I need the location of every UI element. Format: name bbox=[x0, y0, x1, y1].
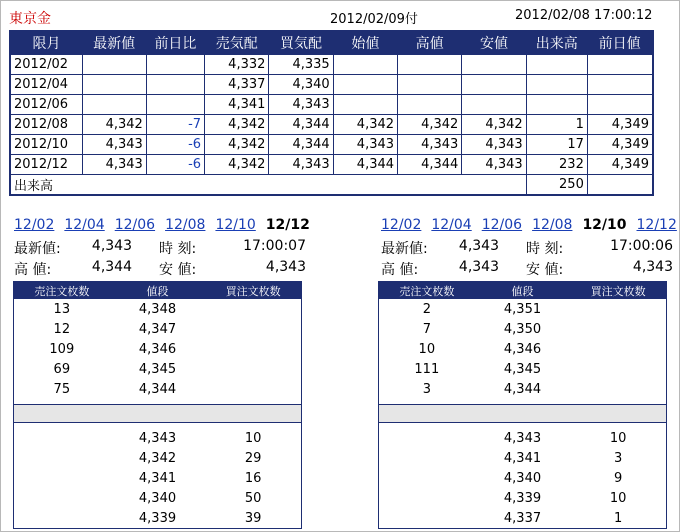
table-cell: 4,335 bbox=[269, 55, 333, 75]
ask-row bbox=[14, 299, 302, 319]
ask-quantity: 10 bbox=[418, 341, 436, 357]
table-cell bbox=[146, 95, 204, 115]
table-cell bbox=[587, 95, 653, 115]
table-cell: 4,343 bbox=[398, 135, 462, 155]
bid-row bbox=[379, 488, 667, 508]
table-cell: 4,340 bbox=[269, 75, 333, 95]
trade-date: 2012/02/09付 bbox=[330, 12, 418, 27]
bid-quantity: 10 bbox=[609, 490, 627, 506]
table-cell: 4,349 bbox=[587, 115, 653, 135]
ask-empty bbox=[205, 299, 301, 319]
contract-tab-link[interactable]: 12/02 bbox=[381, 217, 422, 233]
summary-time: 17:00:07 bbox=[243, 238, 306, 254]
table-cell: 4,344 bbox=[269, 135, 333, 155]
table-cell: 4,344 bbox=[333, 155, 397, 175]
table-cell: 4,343 bbox=[462, 155, 526, 175]
ask-empty bbox=[205, 339, 301, 359]
bid-quantity: 39 bbox=[244, 510, 262, 526]
table-cell: 4,341 bbox=[205, 95, 269, 115]
bid-price: 4,339 bbox=[503, 490, 542, 506]
bid-row bbox=[14, 428, 302, 448]
table-cell: 2012/10 bbox=[10, 135, 82, 155]
contract-tab-link[interactable]: 12/12 bbox=[636, 217, 677, 233]
quote-table-header bbox=[10, 31, 653, 55]
ask-quantity: 13 bbox=[53, 301, 71, 317]
table-row bbox=[10, 55, 653, 75]
table-cell bbox=[82, 55, 146, 75]
ask-row bbox=[379, 299, 667, 319]
ask-price: 4,345 bbox=[138, 361, 177, 377]
contract-tab-link[interactable]: 12/10 bbox=[215, 217, 256, 233]
table-cell: 1 bbox=[526, 115, 587, 135]
ask-row bbox=[379, 379, 667, 399]
table-cell bbox=[462, 75, 526, 95]
table-cell: -7 bbox=[146, 115, 204, 135]
ask-empty bbox=[570, 359, 666, 379]
page-title: 東京金 bbox=[9, 11, 51, 27]
summary-low: 4,343 bbox=[265, 259, 306, 275]
ask-quantity: 75 bbox=[53, 381, 71, 397]
bid-quantity: 1 bbox=[614, 510, 623, 526]
ask-quantity: 3 bbox=[422, 381, 431, 397]
ask-price: 4,347 bbox=[138, 321, 177, 337]
bid-row bbox=[14, 508, 302, 529]
bid-row bbox=[379, 428, 667, 448]
table-row bbox=[10, 155, 653, 175]
table-cell bbox=[526, 55, 587, 75]
table-cell: 4,343 bbox=[269, 155, 333, 175]
ask-quantity: 109 bbox=[49, 341, 75, 357]
volume-row bbox=[10, 175, 653, 196]
contract-tabs-left bbox=[14, 217, 310, 233]
summary-high: 4,344 bbox=[91, 259, 132, 275]
timestamp: 2012/02/08 17:00:12 bbox=[515, 8, 653, 23]
bid-empty bbox=[379, 508, 475, 529]
ask-quantity: 12 bbox=[53, 321, 71, 337]
contract-tab-current: 12/10 bbox=[582, 217, 627, 233]
summary-left bbox=[14, 238, 306, 280]
ask-row bbox=[379, 359, 667, 379]
ask-quantity: 111 bbox=[414, 361, 440, 377]
table-cell: 2012/02 bbox=[10, 55, 82, 75]
table-cell bbox=[398, 75, 462, 95]
col-header: 限月 bbox=[10, 31, 82, 55]
bid-quantity: 10 bbox=[244, 430, 262, 446]
bid-quantity: 29 bbox=[244, 450, 262, 466]
table-cell: 4,344 bbox=[398, 155, 462, 175]
table-cell bbox=[333, 75, 397, 95]
contract-tabs-right bbox=[381, 217, 677, 233]
order-book-header bbox=[14, 282, 302, 300]
contract-tab-link[interactable]: 12/04 bbox=[64, 217, 105, 233]
bid-row bbox=[14, 448, 302, 468]
table-cell bbox=[82, 75, 146, 95]
volume-label: 出来高 bbox=[10, 175, 526, 196]
bid-empty bbox=[14, 508, 110, 529]
summary-row bbox=[14, 238, 306, 259]
summary-latest: 4,343 bbox=[91, 238, 132, 254]
summary-high: 4,343 bbox=[458, 259, 499, 275]
table-cell: 2012/12 bbox=[10, 155, 82, 175]
table-cell: 232 bbox=[526, 155, 587, 175]
bid-row bbox=[14, 468, 302, 488]
order-book-col-header: 買注文枚数 bbox=[570, 282, 666, 300]
summary-time: 17:00:06 bbox=[610, 238, 673, 254]
ask-empty bbox=[570, 379, 666, 399]
bid-quantity: 10 bbox=[609, 430, 627, 446]
table-cell bbox=[526, 95, 587, 115]
bid-empty bbox=[379, 448, 475, 468]
summary-low-label: 安 値: bbox=[159, 262, 197, 278]
summary-row bbox=[381, 238, 673, 259]
col-header: 始値 bbox=[333, 31, 397, 55]
bid-empty bbox=[379, 468, 475, 488]
table-cell: 4,349 bbox=[587, 135, 653, 155]
table-cell bbox=[462, 95, 526, 115]
table-cell: 2012/04 bbox=[10, 75, 82, 95]
table-cell bbox=[587, 75, 653, 95]
contract-tab-link[interactable]: 12/04 bbox=[431, 217, 472, 233]
order-book-col-header: 値段 bbox=[110, 282, 206, 300]
table-cell bbox=[333, 55, 397, 75]
contract-tab-link[interactable]: 12/08 bbox=[532, 217, 573, 233]
spread-divider-cell bbox=[14, 405, 302, 423]
bid-empty bbox=[14, 468, 110, 488]
table-cell: 4,342 bbox=[205, 155, 269, 175]
order-book-col-header: 売注文枚数 bbox=[379, 282, 475, 300]
ask-empty bbox=[205, 359, 301, 379]
bid-empty bbox=[14, 448, 110, 468]
summary-latest-label: 最新値: bbox=[14, 241, 61, 257]
order-book-left bbox=[13, 281, 302, 529]
table-cell: 4,343 bbox=[82, 135, 146, 155]
col-header: 高値 bbox=[398, 31, 462, 55]
table-cell: 4,343 bbox=[82, 155, 146, 175]
bid-quantity: 50 bbox=[244, 490, 262, 506]
ask-empty bbox=[205, 319, 301, 339]
contract-tab-current: 12/12 bbox=[265, 217, 310, 233]
table-row bbox=[10, 135, 653, 155]
ask-row bbox=[379, 319, 667, 339]
ask-empty bbox=[570, 299, 666, 319]
table-row bbox=[10, 115, 653, 135]
bid-quantity: 16 bbox=[244, 470, 262, 486]
ask-empty bbox=[205, 379, 301, 399]
table-cell: 2012/06 bbox=[10, 95, 82, 115]
ask-row bbox=[14, 359, 302, 379]
table-cell: 4,343 bbox=[333, 135, 397, 155]
bid-price: 4,341 bbox=[138, 470, 177, 486]
table-cell: 4,343 bbox=[462, 135, 526, 155]
order-book-col-header: 値段 bbox=[475, 282, 571, 300]
ask-row bbox=[379, 339, 667, 359]
table-cell bbox=[333, 95, 397, 115]
table-cell: 4,342 bbox=[205, 115, 269, 135]
ask-price: 4,348 bbox=[138, 301, 177, 317]
table-cell: 4,342 bbox=[333, 115, 397, 135]
order-book-header bbox=[379, 282, 667, 300]
bid-price: 4,343 bbox=[503, 430, 542, 446]
col-header: 売気配 bbox=[205, 31, 269, 55]
bid-quantity: 9 bbox=[614, 470, 623, 486]
bid-empty bbox=[14, 488, 110, 508]
spread-divider bbox=[14, 405, 302, 423]
col-header: 最新値 bbox=[82, 31, 146, 55]
contract-tab-link[interactable]: 12/06 bbox=[114, 217, 156, 233]
bid-price: 4,341 bbox=[503, 450, 542, 466]
table-cell: 4,342 bbox=[82, 115, 146, 135]
col-header: 買気配 bbox=[269, 31, 333, 55]
summary-row bbox=[381, 259, 673, 280]
bid-row bbox=[379, 468, 667, 488]
ask-price: 4,345 bbox=[503, 361, 542, 377]
table-cell bbox=[462, 55, 526, 75]
table-cell: 4,349 bbox=[587, 155, 653, 175]
table-cell: -6 bbox=[146, 135, 204, 155]
ask-row bbox=[14, 319, 302, 339]
table-cell bbox=[526, 75, 587, 95]
bid-price: 4,340 bbox=[138, 490, 177, 506]
ask-price: 4,346 bbox=[138, 341, 177, 357]
bid-quantity: 3 bbox=[614, 450, 623, 466]
ask-quantity: 69 bbox=[53, 361, 71, 377]
spread-divider-cell bbox=[379, 405, 667, 423]
bid-empty bbox=[14, 428, 110, 448]
bid-price: 4,342 bbox=[138, 450, 177, 466]
table-cell: 4,337 bbox=[205, 75, 269, 95]
table-row bbox=[10, 75, 653, 95]
ask-empty bbox=[570, 339, 666, 359]
ask-empty bbox=[570, 319, 666, 339]
order-book-right bbox=[378, 281, 667, 529]
col-header: 出来高 bbox=[526, 31, 587, 55]
order-book-col-header: 売注文枚数 bbox=[14, 282, 110, 300]
table-cell: 4,342 bbox=[398, 115, 462, 135]
bid-row bbox=[14, 488, 302, 508]
table-cell: 4,342 bbox=[205, 135, 269, 155]
table-cell bbox=[82, 95, 146, 115]
bid-price: 4,340 bbox=[503, 470, 542, 486]
summary-latest: 4,343 bbox=[458, 238, 499, 254]
summary-low: 4,343 bbox=[632, 259, 673, 275]
ask-price: 4,344 bbox=[138, 381, 177, 397]
contract-tab-link[interactable]: 12/06 bbox=[481, 217, 523, 233]
table-cell: 4,343 bbox=[269, 95, 333, 115]
table-cell: 4,342 bbox=[462, 115, 526, 135]
summary-low-label: 安 値: bbox=[526, 262, 564, 278]
bid-price: 4,337 bbox=[503, 510, 542, 526]
ask-quantity: 7 bbox=[422, 321, 431, 337]
summary-high-label: 高 値: bbox=[381, 262, 419, 278]
summary-high-label: 高 値: bbox=[14, 262, 52, 278]
bid-row bbox=[379, 508, 667, 529]
bid-price: 4,339 bbox=[138, 510, 177, 526]
volume-total: 250 bbox=[526, 175, 587, 196]
table-row bbox=[10, 95, 653, 115]
ask-price: 4,351 bbox=[503, 301, 542, 317]
bid-empty bbox=[379, 428, 475, 448]
bid-empty bbox=[379, 488, 475, 508]
contract-tab-link[interactable]: 12/08 bbox=[165, 217, 206, 233]
summary-right bbox=[381, 238, 673, 280]
ask-row bbox=[14, 339, 302, 359]
col-header: 安値 bbox=[462, 31, 526, 55]
summary-latest-label: 最新値: bbox=[381, 241, 428, 257]
table-cell bbox=[587, 55, 653, 75]
table-cell: 2012/08 bbox=[10, 115, 82, 135]
ask-row bbox=[14, 379, 302, 399]
contract-tab-link[interactable]: 12/02 bbox=[14, 217, 55, 233]
quote-table bbox=[9, 30, 654, 196]
volume-empty bbox=[587, 175, 653, 196]
table-cell: -6 bbox=[146, 155, 204, 175]
table-cell bbox=[398, 55, 462, 75]
summary-row bbox=[14, 259, 306, 280]
table-cell bbox=[146, 75, 204, 95]
table-cell bbox=[146, 55, 204, 75]
spread-divider bbox=[379, 405, 667, 423]
summary-time-label: 時 刻: bbox=[159, 241, 197, 257]
ask-quantity: 2 bbox=[422, 301, 431, 317]
ask-price: 4,350 bbox=[503, 321, 542, 337]
bid-price: 4,343 bbox=[138, 430, 177, 446]
ask-price: 4,346 bbox=[503, 341, 542, 357]
table-cell bbox=[398, 95, 462, 115]
col-header: 前日比 bbox=[146, 31, 204, 55]
table-cell: 4,344 bbox=[269, 115, 333, 135]
col-header: 前日値 bbox=[587, 31, 653, 55]
order-book-col-header: 買注文枚数 bbox=[205, 282, 301, 300]
table-cell: 4,332 bbox=[205, 55, 269, 75]
bid-row bbox=[379, 448, 667, 468]
summary-time-label: 時 刻: bbox=[526, 241, 564, 257]
table-cell: 17 bbox=[526, 135, 587, 155]
ask-price: 4,344 bbox=[503, 381, 542, 397]
